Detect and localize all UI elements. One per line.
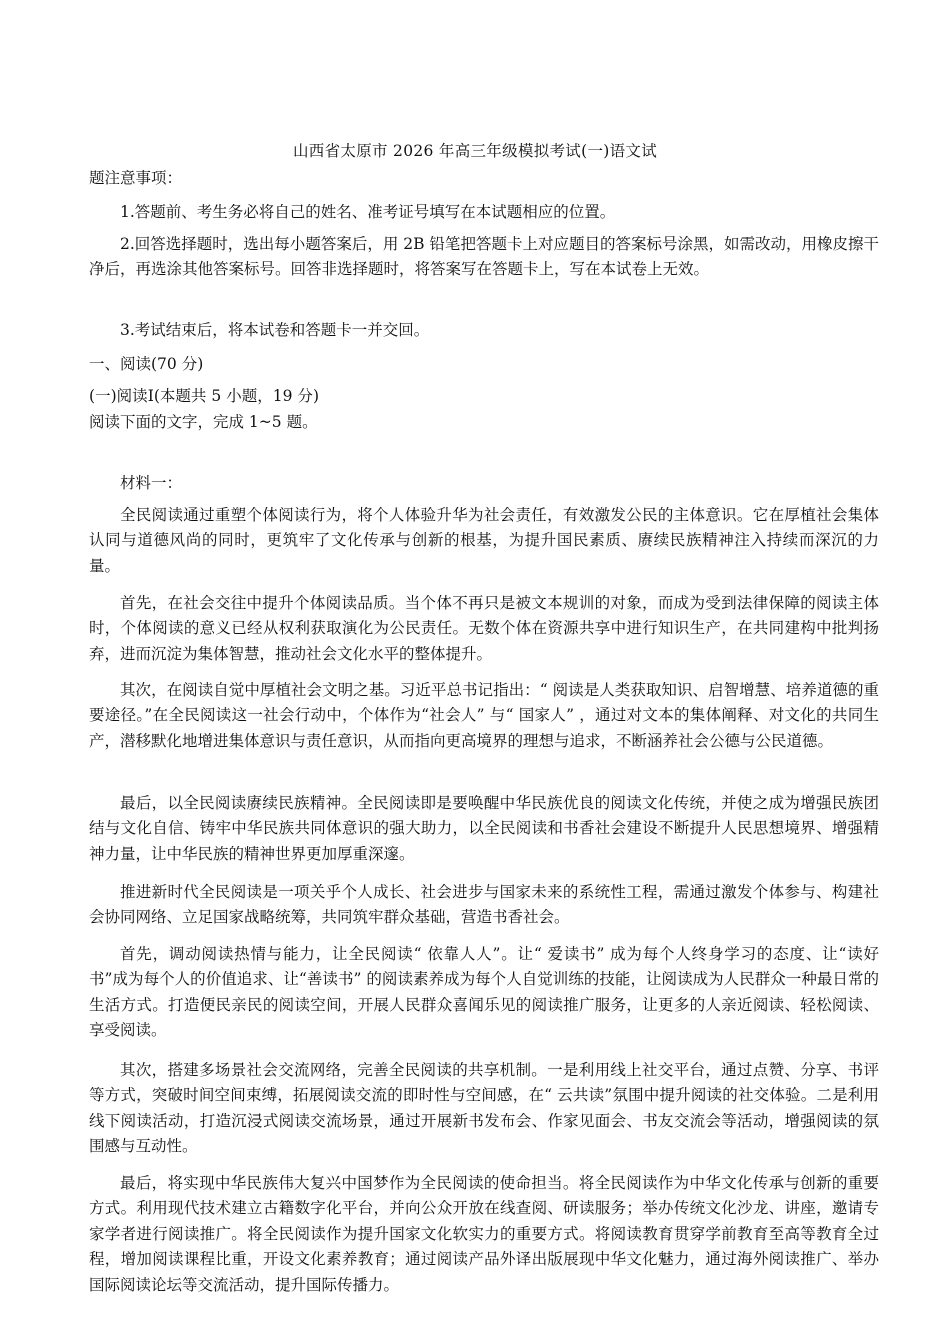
- notice-heading: 题注意事项：: [89, 169, 183, 187]
- material-label: 材料一：: [120, 474, 183, 492]
- paragraph-8: 最后，将实现中华民族伟大复兴中国梦作为全民阅读的使命担当。将全民阅读作为中华文化传承与创新的重要方式。利用现代技术建立古籍数字化平台，并向公众开放在线查阅、研读服务；举办传统文化沙龙、讲座，邀请专家学者进行阅读推广。将全民阅读作为提升国家文化软实力的重要方式。将阅读教育贯穿学前教育至高等教育全过程，增加阅读课程比重，开设文化素养教育；通过阅读产品外译出版展现中华文化魅力，通过海外阅读推广、举办国际阅读论坛等交流活动，提升国际传播力。: [89, 1174, 879, 1294]
- notice-item-2: 2.回答选择题时，选出每小题答案后，用 2B 铅笔把答题卡上对应题目的答案标号涂黑，如需改动，用橡皮擦干净后，再选涂其他答案标号。回答非选择题时，将答案写在答题卡上，写在本试卷上无效。: [89, 235, 879, 279]
- paragraph-7: 其次，搭建多场景社会交流网络，完善全民阅读的共享机制。一是利用线上社交平台，通过点赞、分享、书评等方式，突破时间空间束缚，拓展阅读交流的即时性与空间感，在“ 云共读”氛围中提升阅读的社交体验。二是利用线下阅读活动，打造沉浸式阅读交流场景，通过开展新书发布会、作家见面会、书友交流会等活动，增强阅读的氛围感与互动性。: [89, 1061, 879, 1156]
- section-heading: 一、阅读(70 分): [89, 355, 204, 373]
- paragraph-5: 推进新时代全民阅读是一项关乎个人成长、社会进步与国家未来的系统性工程，需通过激发个体参与、构建社会协同网络、立足国家战略统筹，共同筑牢群众基础，营造书香社会。: [89, 883, 879, 927]
- notice-item-3: 3.考试结束后，将本试卷和答题卡一并交回。: [120, 321, 430, 339]
- paragraph-3: 其次，在阅读自觉中厚植社会文明之基。习近平总书记指出：“ 阅读是人类获取知识、启智增慧、培养道德的重要途径。”在全民阅读这一社会行动中，个体作为“社会人” 与“ 国家人” ，通过对文本的集体阐释、对文化的共同生产，潜移默化地增进集体意识与责任意识，从而指向更高境界的理想与追求，不断涵养社会公德与公民道德。: [89, 681, 879, 750]
- subsection-heading: (一)阅读I(本题共 5 小题，19 分)阅读下面的文字，完成 1~5 题。: [89, 387, 319, 431]
- paragraph-2: 首先，在社会交往中提升个体阅读品质。当个体不再只是被文本规训的对象，而成为受到法律保障的阅读主体时，个体阅读的意义已经从权利获取演化为公民责任。无数个体在资源共享中进行知识生产，在共同建构中批判扬弃，进而沉淀为集体智慧，推动社会文化水平的整体提升。: [89, 594, 879, 663]
- notice-item-1: 1.答题前、考生务必将自己的姓名、准考证号填写在本试题相应的位置。: [120, 203, 616, 221]
- paragraph-1: 全民阅读通过重塑个体阅读行为，将个人体验升华为社会责任，有效激发公民的主体意识。它在厚植社会集体认同与道德风尚的同时，更筑牢了文化传承与创新的根基，为提升国民素质、赓续民族精神注入持续而深沉的力量。: [89, 506, 879, 575]
- paragraph-4: 最后，以全民阅读赓续民族精神。全民阅读即是要唤醒中华民族优良的阅读文化传统，并使之成为增强民族团结与文化自信、铸牢中华民族共同体意识的强大助力，以全民阅读和书香社会建设不断提升人民思想境界、增强精神力量，让中华民族的精神世界更加厚重深邃。: [89, 794, 879, 863]
- exam-title: 山西省太原市 2026 年高三年级模拟考试(一)语文试: [293, 142, 657, 160]
- paragraph-6: 首先，调动阅读热情与能力，让全民阅读“ 依靠人人”。让“ 爱读书” 成为每个人终身学习的态度、让“读好书”成为每个人的价值追求、让“善读书” 的阅读素养成为每个人自觉训练的技能，让阅读成为人民群众一种最日常的生活方式。打造便民亲民的阅读空间，开展人民群众喜闻乐见的阅读推广服务，让更多的人亲近阅读、轻松阅读、享受阅读。: [89, 945, 879, 1040]
